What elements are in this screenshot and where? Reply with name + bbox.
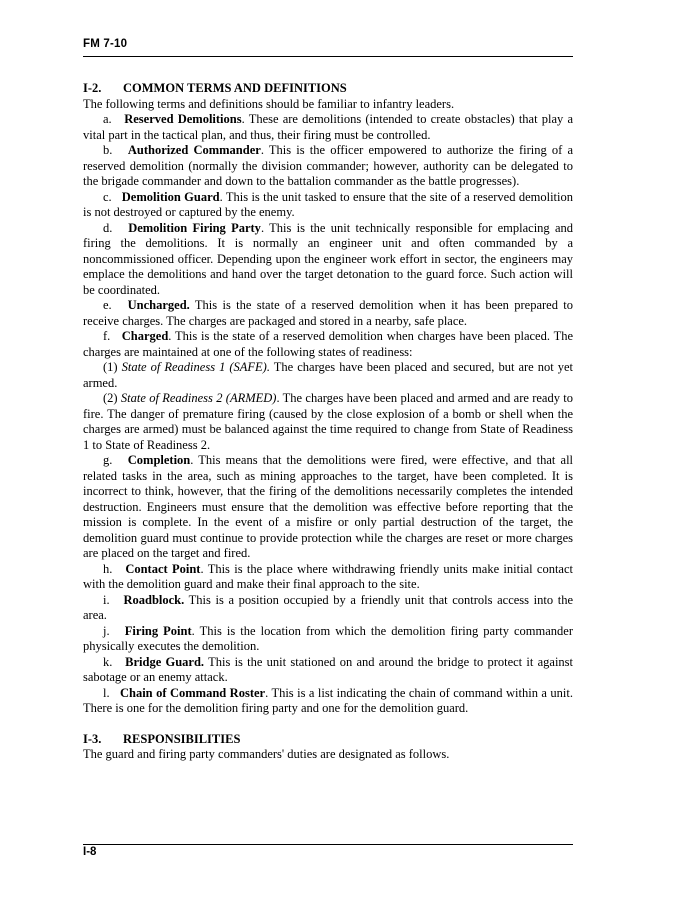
defined-term: Chain of Command Roster bbox=[119, 685, 266, 700]
definition-item bbox=[83, 686, 573, 717]
definition-text: These are demolitions (intended to create obstacles) that play a vital part in the tactical plan, and thus, their firing must be controlled. bbox=[83, 112, 574, 142]
term-separator: . bbox=[191, 623, 200, 638]
item-letter: g. bbox=[103, 453, 113, 467]
definition-item bbox=[83, 593, 573, 624]
item-letter: e. bbox=[103, 298, 112, 312]
item-letter: b. bbox=[103, 143, 113, 157]
definition-text: This is a list indicating the chain of command within a unit. There is one for the demolition firing party and one for the demolition guard. bbox=[83, 685, 573, 715]
definition-text: This is the state of a reserved demolition when charges have been placed. The charges are maintained at one of the following states of readiness: bbox=[83, 329, 574, 359]
defined-term: Demolition Guard bbox=[121, 189, 220, 204]
section-heading-i2 bbox=[83, 81, 573, 97]
defined-term: Charged bbox=[121, 329, 169, 343]
definition-item bbox=[83, 453, 573, 562]
item-letter: k. bbox=[103, 654, 113, 669]
definition-text: This is the location from which the demolition firing party commander physically executes the demolition. bbox=[83, 623, 574, 653]
defined-term: Contact Point bbox=[125, 561, 201, 576]
section-intro: The following terms and definitions should be familiar to infantry leaders. bbox=[83, 96, 455, 111]
section-heading-i3 bbox=[83, 732, 573, 748]
item-letter: c. bbox=[103, 189, 112, 204]
defined-term: Demolition Firing Party bbox=[128, 220, 261, 235]
definition-item bbox=[83, 624, 573, 655]
readiness-item bbox=[83, 391, 573, 453]
item-letter: a. bbox=[103, 112, 112, 126]
item-letter: j. bbox=[103, 623, 110, 638]
defined-term: Reserved Demolitions bbox=[124, 112, 242, 126]
definition-text: This is the unit tasked to ensure that the site of a reserved demolition is not destroyed or captured by the enemy. bbox=[83, 189, 573, 219]
readiness-text: . The charges have been placed and armed and are ready to fire. The danger of premature firing (caused by the close explosion of a bomb or shell when the charges are armed) must be balanced against the time required to change from State of Readiness 1 to State of Readiness 2. bbox=[83, 391, 574, 452]
term-separator: . bbox=[200, 561, 208, 576]
readiness-number: (2) bbox=[103, 391, 118, 405]
term-separator: . bbox=[190, 453, 199, 467]
definition-text: This is the officer empowered to authorize the firing of a reserved demolition (normally the division commander; however, authority can be delegated to the brigade commander and down to the battalion commander as the battle progresses). bbox=[83, 143, 574, 188]
definition-item bbox=[83, 190, 573, 221]
definition-text: This is the place where withdrawing friendly units make initial contact with the demolition guard and make their final approach to the site. bbox=[83, 561, 573, 591]
definition-list-continued bbox=[83, 453, 573, 717]
section-number: I-2. bbox=[83, 81, 102, 95]
defined-term: Roadblock. bbox=[123, 592, 185, 607]
item-letter: f. bbox=[103, 329, 111, 343]
readiness-list bbox=[83, 360, 573, 453]
item-letter: d. bbox=[103, 220, 113, 235]
definition-item bbox=[83, 221, 573, 299]
definition-item bbox=[83, 143, 573, 190]
definition-item bbox=[83, 329, 573, 360]
readiness-number: (1) bbox=[103, 360, 118, 374]
term-separator: . bbox=[265, 685, 272, 700]
defined-term: Firing Point bbox=[124, 623, 192, 638]
section-number: I-3. bbox=[83, 731, 102, 746]
defined-term: Uncharged. bbox=[127, 298, 190, 312]
definition-item bbox=[83, 655, 573, 686]
term-separator: . bbox=[260, 220, 270, 235]
definition-item bbox=[83, 112, 573, 143]
term-separator: . bbox=[168, 329, 176, 343]
section-intro: The guard and firing party commanders' duties are designated as follows. bbox=[83, 747, 450, 761]
definition-text: This means that the demolitions were fired, were effective, and that all related tasks in the area, such as mining approaches to the target, have been completed. It is incorrect to think, however, that the firing of the demolitions necessarily completes the intended destruction. Engineers must ensure that the demolition was effective before reporting that the mission is complete. In the event of a misfire or only partial destruction of the target, the demolition guard must continue to provide protection while the charges are reset or more charges are placed on the target and fired. bbox=[83, 453, 574, 560]
term-separator: . bbox=[241, 112, 249, 126]
defined-term: Authorized Commander bbox=[127, 143, 261, 157]
manual-id: FM 7-10 bbox=[83, 38, 128, 50]
readiness-term: State of Readiness 1 (SAFE). bbox=[121, 360, 270, 374]
readiness-text: The charges have been placed and secured, but are not yet armed. bbox=[83, 360, 573, 390]
defined-term: Completion bbox=[127, 453, 191, 467]
item-letter: l. bbox=[103, 685, 110, 700]
definition-text: This is the state of a reserved demolition when it has been prepared to receive charges. The charges are packaged and stored in a nearby, safe place. bbox=[83, 298, 574, 328]
page-body bbox=[83, 81, 573, 763]
item-letter: i. bbox=[103, 592, 110, 607]
footer-rule bbox=[83, 844, 573, 845]
header-rule bbox=[83, 56, 573, 57]
readiness-term: State of Readiness 2 (ARMED) bbox=[120, 391, 277, 405]
definition-list bbox=[83, 112, 573, 360]
readiness-item bbox=[83, 360, 573, 391]
section-title: COMMON TERMS AND DEFINITIONS bbox=[123, 81, 347, 95]
term-separator: . bbox=[260, 143, 269, 157]
term-separator: . bbox=[219, 189, 226, 204]
page-number: I-8 bbox=[83, 846, 97, 858]
item-letter: h. bbox=[103, 561, 113, 576]
definition-text: This is the unit technically responsible for emplacing and firing the demolitions. It is normally an engineer unit and often commanded by a noncommissioned officer. Depending upon the engineer work effort in sector, the engineers may emplace the demolitions and hand over the target detonation to the guard force. Such action will be coordinated. bbox=[83, 220, 574, 297]
section-title: RESPONSIBILITIES bbox=[123, 731, 241, 746]
definition-text: This is a position occupied by a friendly unit that controls access into the area. bbox=[83, 592, 573, 622]
section-gap bbox=[83, 717, 573, 732]
definition-item bbox=[83, 562, 573, 593]
definition-text: This is the unit stationed on and around the bridge to protect it against sabotage or an enemy attack. bbox=[83, 654, 574, 684]
defined-term: Bridge Guard. bbox=[125, 654, 205, 669]
definition-item bbox=[83, 298, 573, 329]
